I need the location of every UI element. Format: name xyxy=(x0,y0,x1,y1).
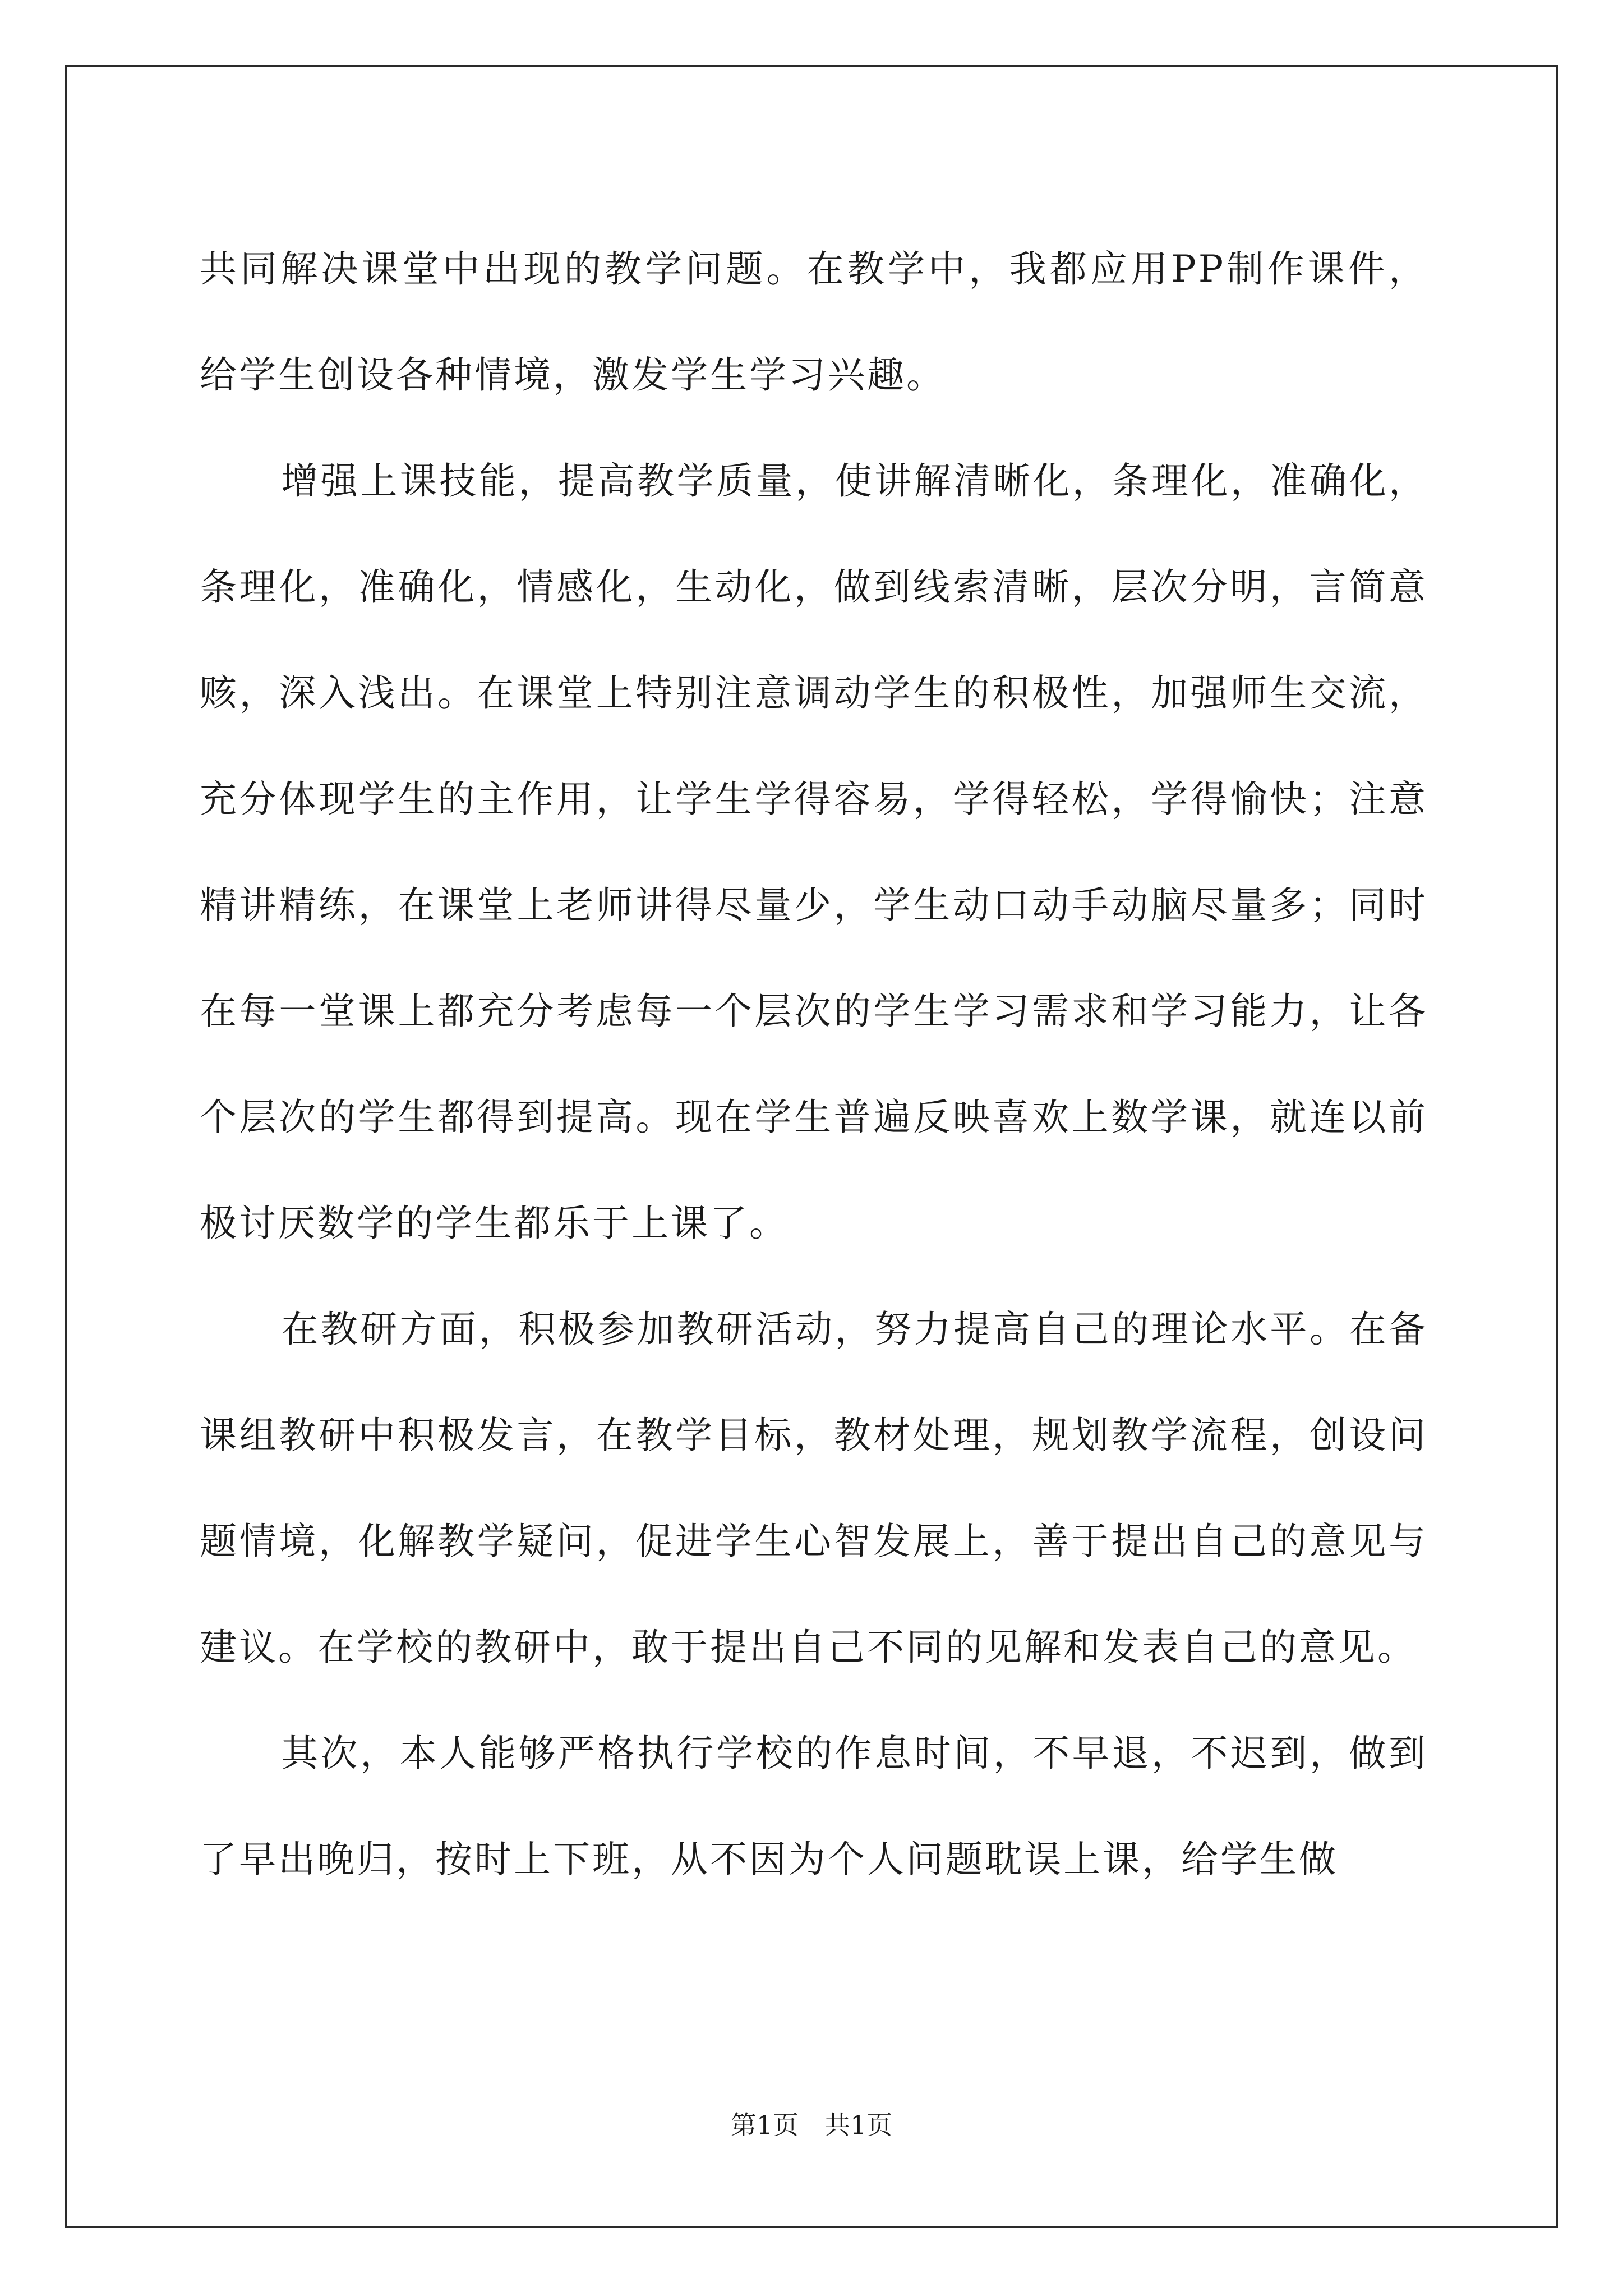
page-number: 第1页 xyxy=(730,2110,799,2140)
paragraph-1: 共同解决课堂中出现的教学问题。在教学中，我都应用PP制作课件，给学生创设各种情境，激发学生学习兴趣。 xyxy=(200,247,1428,397)
page-footer xyxy=(0,2108,1623,2142)
paragraph-4: 其次，本人能够严格执行学校的作息时间，不早退，不迟到，做到了早出晚归，按时上下班，从不因为个人问题耽误上课，给学生做 xyxy=(200,1732,1428,1881)
document-body xyxy=(200,216,1428,1912)
page-total: 共1页 xyxy=(824,2110,893,2140)
paragraph-3: 在教研方面，积极参加教研活动，努力提高自己的理论水平。在备课组教研中积极发言，在教学目标，教材处理，规划教学流程，创设问题情境，化解教学疑问，促进学生心智发展上，善于提出自己的意见与建议。在学校的教研中，敢于提出自己不同的见解和发表自己的意见。 xyxy=(200,1308,1428,1669)
paragraph-2: 增强上课技能，提高教学质量，使讲解清晰化，条理化，准确化，条理化，准确化，情感化，生动化，做到线索清晰，层次分明，言简意赅，深入浅出。在课堂上特别注意调动学生的积极性，加强师生交流，充分体现学生的主作用，让学生学得容易，学得轻松，学得愉快；注意精讲精练，在课堂上老师讲得尽量少，学生动口动手动脑尽量多；同时在每一堂课上都充分考虑每一个层次的学生学习需求和学习能力，让各个层次的学生都得到提高。现在学生普遍反映喜欢上数学课，就连以前极讨厌数学的学生都乐于上课了。 xyxy=(200,459,1428,1245)
